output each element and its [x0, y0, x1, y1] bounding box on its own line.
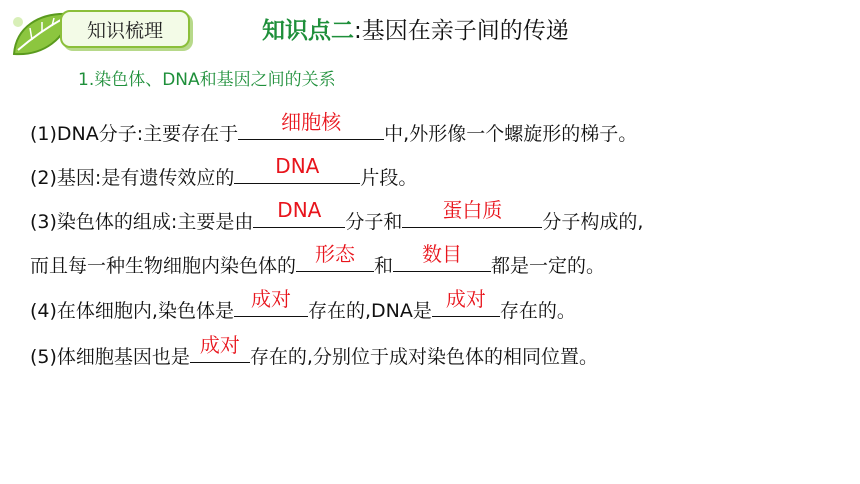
- answer-blank: [393, 242, 491, 272]
- subheading: 1.染色体、DNA和基因之间的关系: [78, 70, 336, 90]
- answer-text: DNA: [277, 198, 322, 222]
- line-text: 存在的,DNA是: [307, 300, 432, 322]
- answer-blank: [432, 287, 500, 317]
- heading-highlight: 知识点二: [262, 18, 354, 44]
- line-text: 存在的。: [499, 300, 576, 322]
- answer-text: 细胞核: [281, 110, 342, 134]
- badge-label: 知识梳理: [60, 10, 190, 48]
- fill-in-line-5: [30, 287, 576, 326]
- answer-text: DNA: [275, 154, 320, 178]
- fill-in-line-1: [30, 110, 638, 149]
- heading-text: :基因在亲子间的传递: [354, 18, 569, 44]
- answer-blank: [253, 198, 345, 228]
- fill-in-line-2: [30, 154, 418, 193]
- answer-text: 成对: [445, 287, 486, 311]
- fill-in-line-3: [30, 198, 644, 237]
- line-text: (4)在体细胞内,染色体是: [30, 300, 234, 322]
- line-text: 和: [374, 255, 394, 277]
- fill-in-line-4: [30, 242, 606, 281]
- line-text: 而且每一种生物细胞内染色体的: [30, 255, 297, 277]
- fill-in-line-6: [30, 333, 598, 372]
- answer-text: 形态: [315, 242, 356, 266]
- answer-text: 成对: [250, 287, 291, 311]
- answer-blank: [234, 287, 308, 317]
- line-text: (3)染色体的组成:主要是由: [30, 211, 254, 233]
- answer-blank: [234, 154, 360, 184]
- answer-blank: [402, 198, 542, 228]
- line-text: 分子和: [345, 211, 403, 233]
- line-text: 中,外形像一个螺旋形的梯子。: [384, 123, 638, 145]
- answer-blank: [190, 333, 250, 363]
- line-text: (2)基因:是有遗传效应的: [30, 167, 235, 189]
- answer-blank: [296, 242, 374, 272]
- line-text: (5)体细胞基因也是: [30, 346, 190, 368]
- line-text: 存在的,分别位于成对染色体的相同位置。: [249, 346, 598, 368]
- section-heading: [262, 14, 569, 48]
- line-text: 都是一定的。: [491, 255, 606, 277]
- line-text: 分子构成的,: [542, 211, 644, 233]
- section-badge: [8, 6, 193, 58]
- line-text: (1)DNA分子:主要存在于: [30, 123, 239, 145]
- answer-text: 成对: [199, 333, 240, 357]
- answer-text: 数目: [422, 242, 463, 266]
- answer-blank: [238, 110, 384, 140]
- line-text: 片段。: [360, 167, 418, 189]
- answer-text: 蛋白质: [442, 198, 503, 222]
